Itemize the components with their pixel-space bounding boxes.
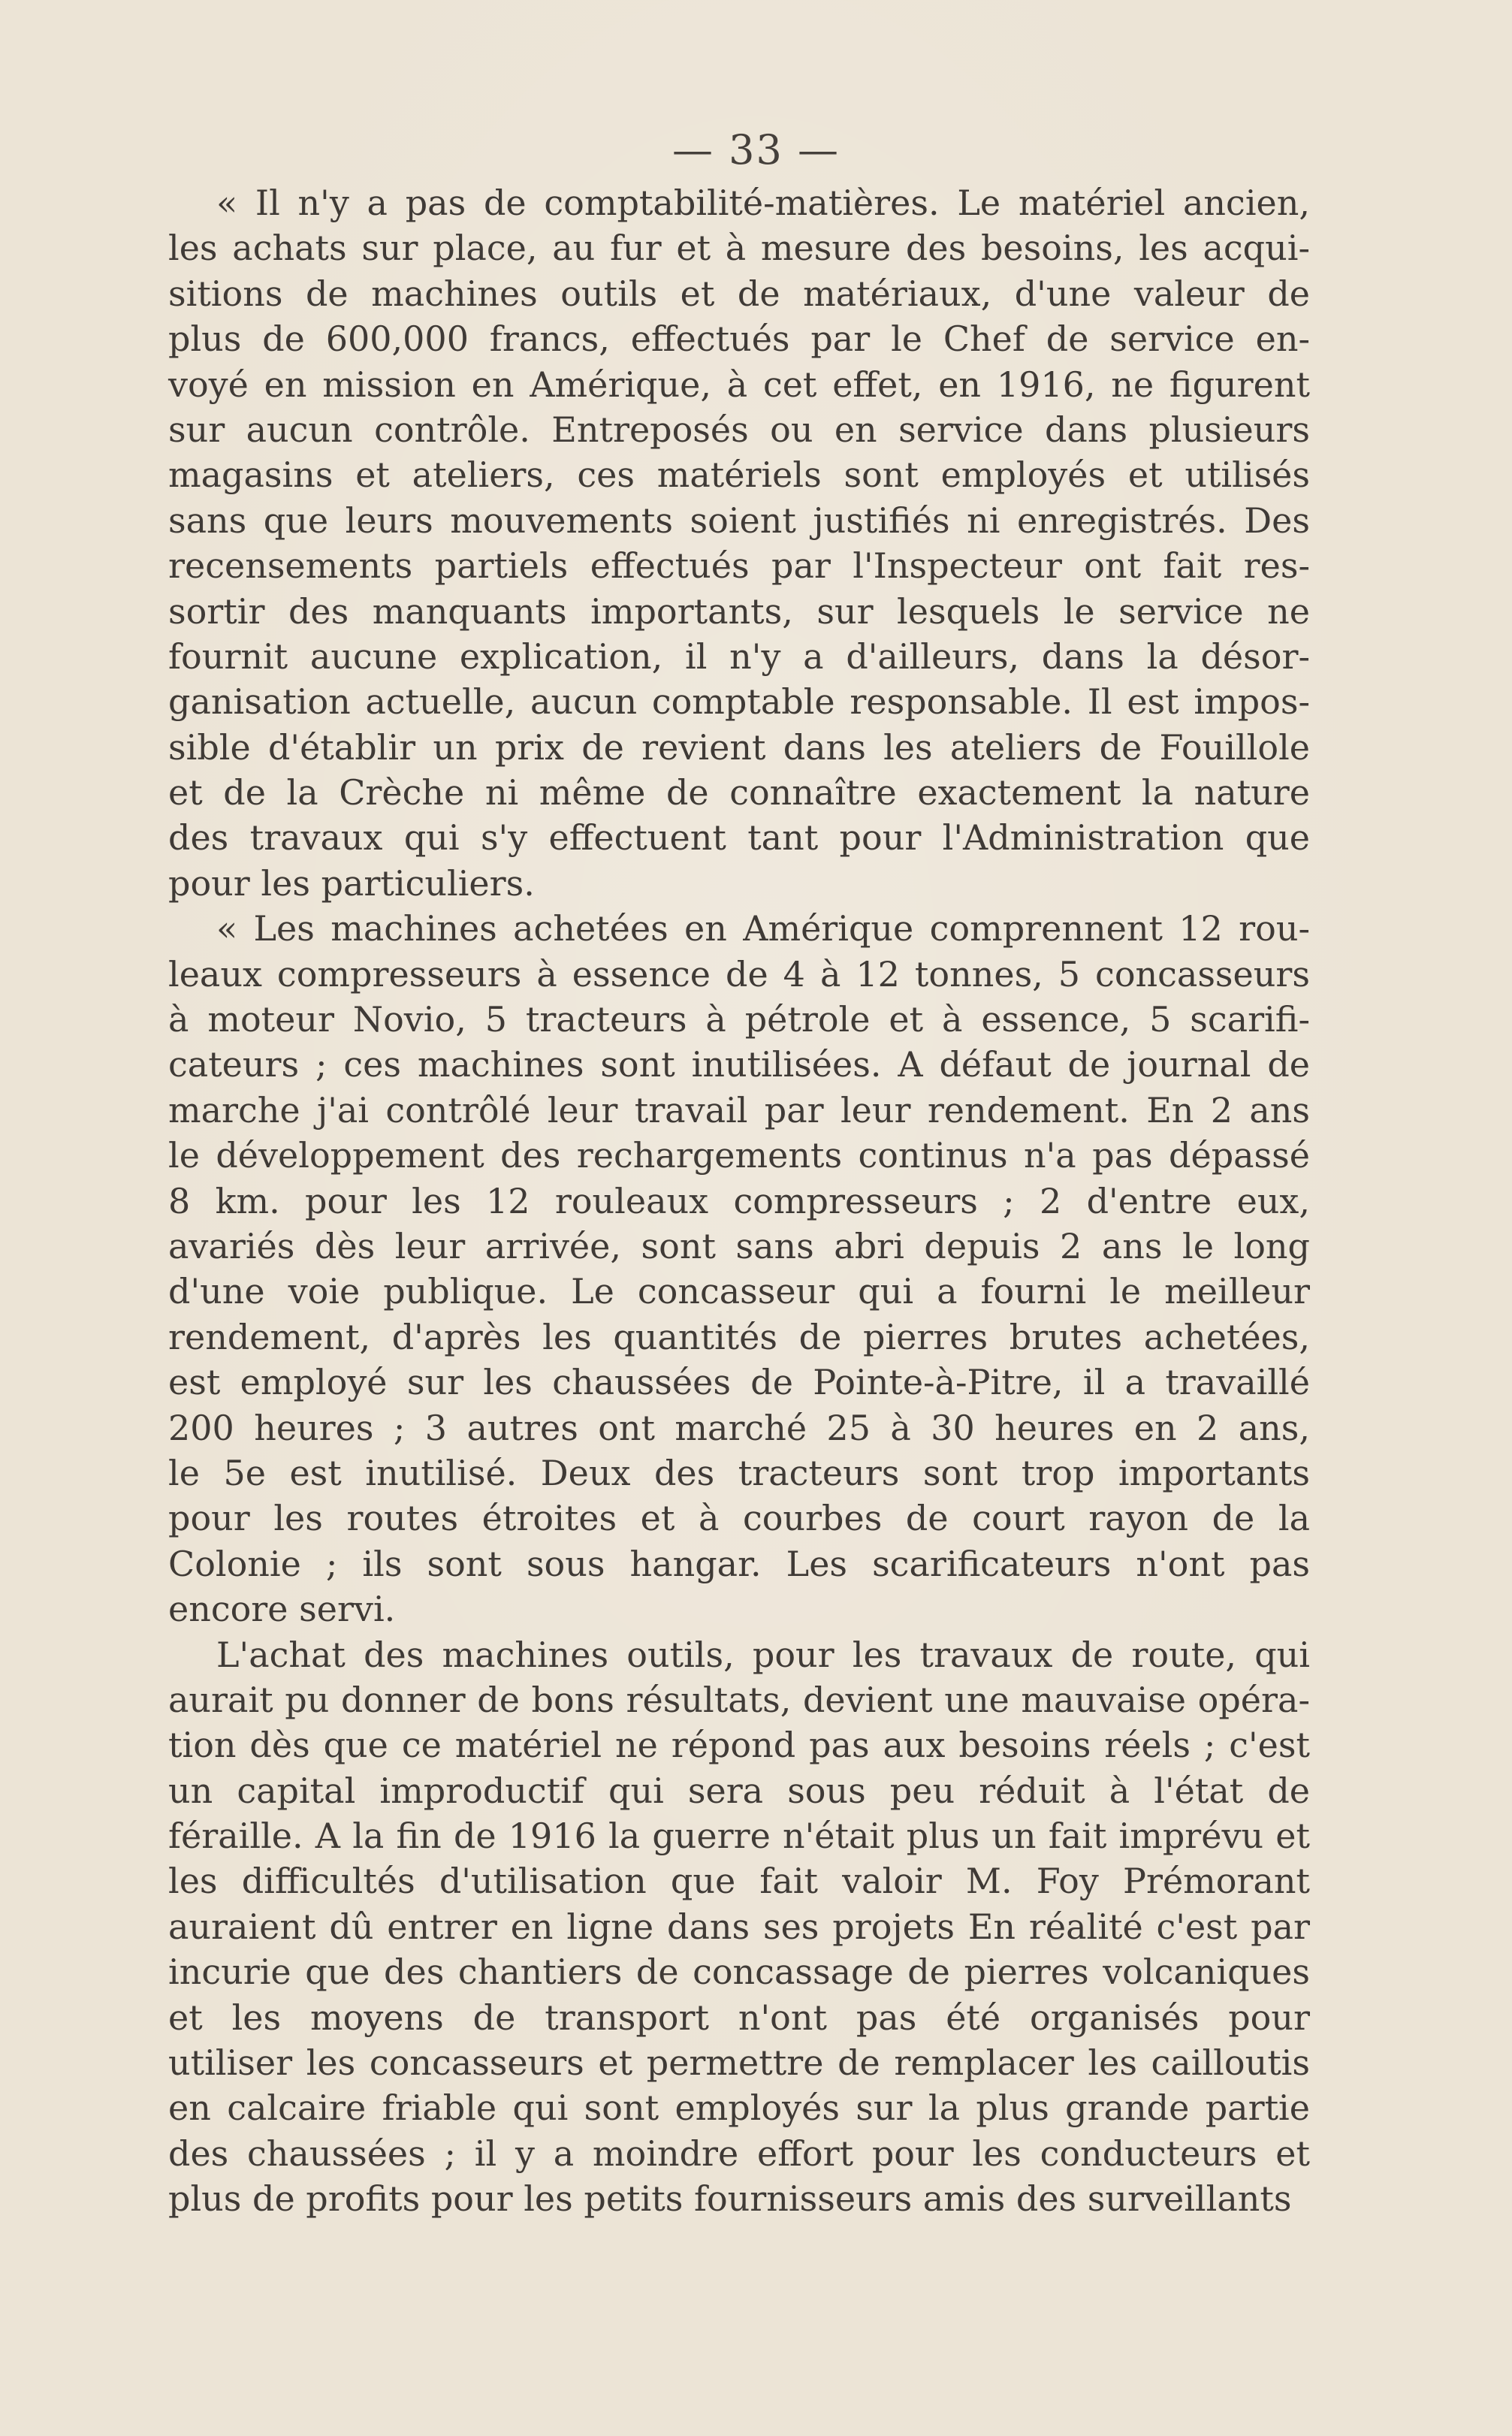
text-line: magasins et ateliers, ces matériels sont employés et utilisés — [168, 454, 1310, 496]
text-line: sitions de machines outils et de matériaux, d'une valeur de — [168, 273, 1310, 314]
text-line: tion dès que ce matériel ne répond pas aux besoins réels ; c'est — [168, 1725, 1310, 1766]
text-line: recensements partiels effectués par l'Inspecteur ont fait res- — [168, 545, 1310, 587]
text-line: pour les routes étroites et à courbes de court rayon de la — [168, 1498, 1310, 1539]
text-line: auraient dû entrer en ligne dans ses projets En réalité c'est par — [168, 1906, 1310, 1947]
text-line: incurie que des chantiers de concassage de pierres volcaniques — [168, 1952, 1310, 1993]
text-line: 8 km. pour les 12 rouleaux compresseurs ; 2 d'entre eux, — [168, 1180, 1310, 1221]
text-line: voyé en mission en Amérique, à cet effet, en 1916, ne figurent — [168, 364, 1310, 405]
text-line: utiliser les concasseurs et permettre de remplacer les cailloutis — [168, 2042, 1310, 2084]
body-text — [168, 180, 1310, 2222]
text-line: les difficultés d'utilisation que fait valoir M. Foy Prémorant — [168, 1861, 1310, 1902]
text-line: en calcaire friable qui sont employés sur la plus grande partie — [168, 2087, 1310, 2129]
paragraph-2 — [168, 906, 1310, 1632]
text-line: sur aucun contrôle. Entreposés ou en service dans plusieurs — [168, 409, 1310, 450]
text-line: pour les particuliers. — [168, 862, 535, 904]
text-line: les achats sur place, au fur et à mesure des besoins, les acqui- — [168, 228, 1310, 269]
text-line: plus de profits pour les petits fournisseurs amis des surveillants — [168, 2178, 1292, 2220]
text-line: des chaussées ; il y a moindre effort pour les conducteurs et — [168, 2133, 1310, 2174]
text-line: sible d'établir un prix de revient dans les ateliers de Fouillole — [168, 726, 1310, 768]
text-line: plus de 600,000 francs, effectués par le Chef de service en- — [168, 318, 1310, 360]
text-line: Colonie ; ils sont sous hangar. Les scarificateurs n'ont pas — [168, 1543, 1310, 1584]
text-line: aurait pu donner de bons résultats, devient une mauvaise opéra- — [168, 1679, 1310, 1720]
text-line: « Les machines achetées en Amérique comprennent 12 rou- — [216, 908, 1310, 949]
text-line: des travaux qui s'y effectuent tant pour l'Administration que — [168, 817, 1310, 859]
text-line: sans que leurs mouvements soient justifiés ni enregistrés. Des — [168, 500, 1310, 541]
text-line: et de la Crèche ni même de connaître exactement la nature — [168, 772, 1310, 814]
text-line: à moteur Novio, 5 tracteurs à pétrole et à essence, 5 scarifi- — [168, 999, 1310, 1040]
text-line: féraille. A la fin de 1916 la guerre n'était plus un fait imprévu et — [168, 1816, 1310, 1857]
text-line: ganisation actuelle, aucun comptable responsable. Il est impos- — [168, 681, 1310, 723]
text-line: un capital improductif qui sera sous peu réduit à l'état de — [168, 1770, 1310, 1811]
text-line: rendement, d'après les quantités de pierres brutes achetées, — [168, 1316, 1310, 1357]
paragraph-3 — [168, 1632, 1310, 2222]
text-line: et les moyens de transport n'ont pas été organisés pour — [168, 1997, 1310, 2038]
text-line: cateurs ; ces machines sont inutilisées. A défaut de journal de — [168, 1044, 1310, 1085]
text-line: leaux compresseurs à essence de 4 à 12 tonnes, 5 concasseurs — [168, 953, 1310, 995]
text-line: d'une voie publique. Le concasseur qui a fourni le meilleur — [168, 1271, 1310, 1312]
text-line: encore servi. — [168, 1589, 396, 1630]
paragraph-1 — [168, 180, 1310, 906]
text-line: est employé sur les chaussées de Pointe-à-Pitre, il a travaillé — [168, 1362, 1310, 1403]
text-line: sortir des manquants importants, sur lesquels le service ne — [168, 590, 1310, 632]
text-line: avariés dès leur arrivée, sont sans abri depuis 2 ans le long — [168, 1225, 1310, 1266]
text-line: « Il n'y a pas de comptabilité-matières. Le matériel ancien, — [216, 183, 1310, 223]
text-line: le développement des rechargements continus n'a pas dépassé — [168, 1135, 1310, 1176]
text-line: fournit aucune explication, il n'y a d'ailleurs, dans la désor- — [168, 635, 1310, 677]
text-line: le 5e est inutilisé. Deux des tracteurs sont trop importants — [168, 1452, 1310, 1493]
page-number: — 33 — — [671, 126, 841, 174]
text-line: L'achat des machines outils, pour les travaux de route, qui — [216, 1634, 1310, 1675]
text-line: marche j'ai contrôlé leur travail par leur rendement. En 2 ans — [168, 1089, 1310, 1130]
text-line: 200 heures ; 3 autres ont marché 25 à 30 heures en 2 ans, — [168, 1407, 1310, 1448]
